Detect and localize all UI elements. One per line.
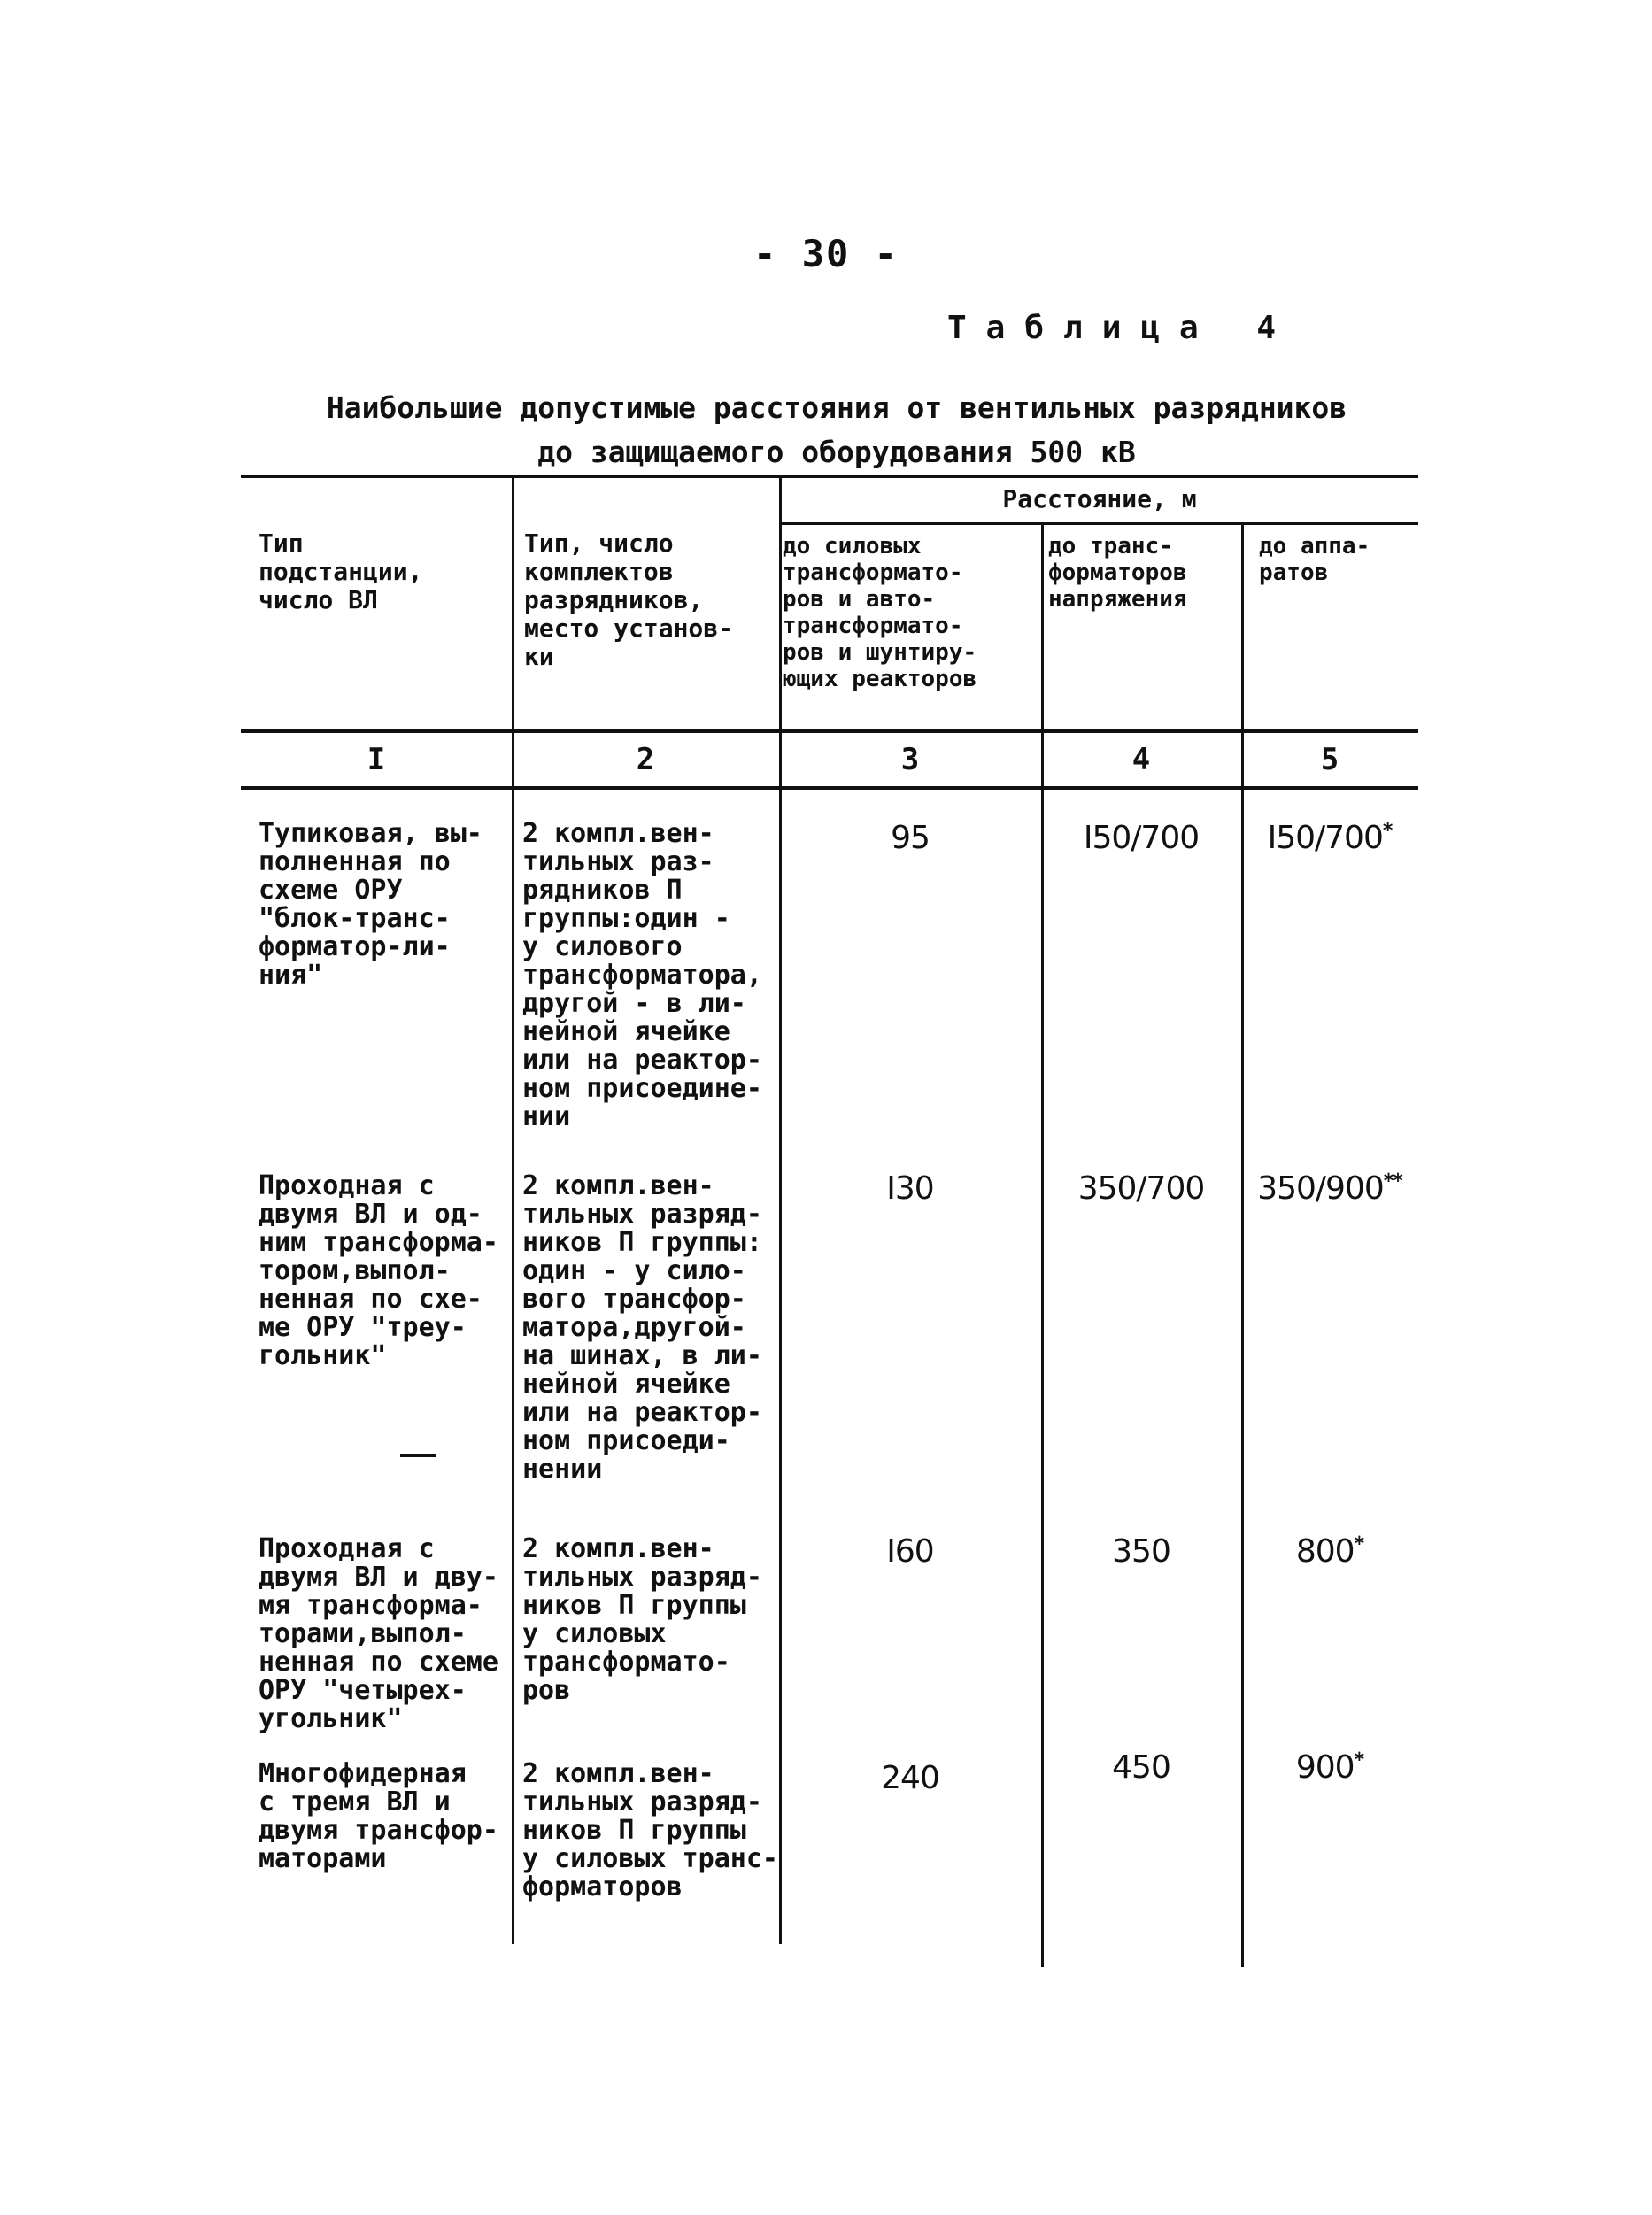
table-label: Таблица 4 <box>947 310 1296 346</box>
header-distance-group: Расстояние, м <box>1002 484 1197 513</box>
header-voltage-transformers: до транс- форматоров напряжения <box>1048 533 1187 613</box>
row-2-footnote-mark: ** <box>1383 1170 1402 1192</box>
column-number-2: 2 <box>636 742 655 777</box>
col-divider-1 <box>512 475 514 1944</box>
row-4-substation-type: Многофидерная с тремя ВЛ и двумя трансфор- маторами <box>259 1758 498 1874</box>
row-2-arresters: 2 компл.вен- тильных разряд- ников П группы: один - у сило- вого трансфор- матора,другой- на шинах, в ли- нейной ячейке или на реактор- ном присоеди- нении <box>522 1170 762 1485</box>
header-power-transformers: до силовых трансформато- ров и авто- трансформато- ров и шунтиру- ющих реакторов <box>783 533 977 692</box>
row-3-arresters: 2 компл.вен- тильных разряд- ников П группы у силовых трансформато- ров <box>522 1533 762 1706</box>
row-3-distance-power: I60 <box>886 1533 934 1570</box>
column-number-4: 4 <box>1131 742 1151 777</box>
row-4-distance-voltage: 450 <box>1112 1749 1170 1786</box>
row-3-distance-apparatus <box>1241 1533 1418 1570</box>
distance-group-rule <box>781 522 1418 525</box>
row-1-substation-type: Тупиковая, вы- полненная по схеме ОРУ "блок-транс- форматор-ли- ния" <box>259 818 482 991</box>
row-2-distance-apparatus <box>1241 1170 1418 1207</box>
row-1-distance-apparatus <box>1241 820 1418 856</box>
column-number-5: 5 <box>1320 742 1339 777</box>
caption-line-1: Наибольшие допустимые расстояния от вентильных разрядников <box>326 390 1347 425</box>
row-2-distance-power: I30 <box>886 1170 934 1207</box>
row-4-distance-apparatus <box>1241 1749 1418 1786</box>
row-1-apparatus-value: I50/700 <box>1267 820 1383 856</box>
row-4-distance-power: 240 <box>881 1760 939 1796</box>
row-1-arresters: 2 компл.вен- тильных раз- рядников П группы:один - у силового трансформатора, другой - в ли- нейной ячейке или на реактор- ном присоедине- нии <box>522 818 762 1132</box>
page-number: - 30 - <box>753 232 899 275</box>
row-4-arresters: 2 компл.вен- тильных разряд- ников П группы у силовых транс- форматоров <box>522 1758 778 1902</box>
row-1-distance-voltage: I50/700 <box>1083 820 1200 856</box>
row-4-footnote-mark: * <box>1354 1749 1364 1771</box>
column-number-3: 3 <box>900 742 920 777</box>
distance-table <box>241 475 1418 1962</box>
header-substation-type: Тип подстанции, число ВЛ <box>259 529 423 614</box>
row-2-apparatus-value: 350/900 <box>1257 1170 1384 1207</box>
row-2-substation-type: Проходная с двумя ВЛ и од- ним трансформа- тором,выпол- ненная по схе- ме ОРУ "треу- гольник" <box>259 1170 498 1371</box>
caption-line-2: до защищаемого оборудования 500 кВ <box>537 435 1136 469</box>
row-4-apparatus-value: 900 <box>1295 1749 1355 1786</box>
row-1-footnote-mark: * <box>1382 820 1393 842</box>
row-1-distance-power: 95 <box>891 820 930 856</box>
col-divider-2 <box>779 475 782 1944</box>
column-number-1: I <box>367 742 386 777</box>
row-3-distance-voltage: 350 <box>1112 1533 1170 1570</box>
row-2-dash <box>400 1454 436 1457</box>
header-arresters: Тип, число комплектов разрядников, место установ- ки <box>524 529 734 671</box>
row-3-apparatus-value: 800 <box>1295 1533 1355 1570</box>
row-3-substation-type: Проходная с двумя ВЛ и дву- мя трансформа- торами,выпол- ненная по схеме ОРУ "четырех- угольник" <box>259 1533 498 1734</box>
row-3-footnote-mark: * <box>1354 1533 1364 1555</box>
table-top-rule <box>241 475 1418 478</box>
table-caption <box>239 386 1434 475</box>
header-apparatus: до аппа- ратов <box>1259 533 1370 586</box>
row-2-distance-voltage: 350/700 <box>1077 1170 1205 1207</box>
